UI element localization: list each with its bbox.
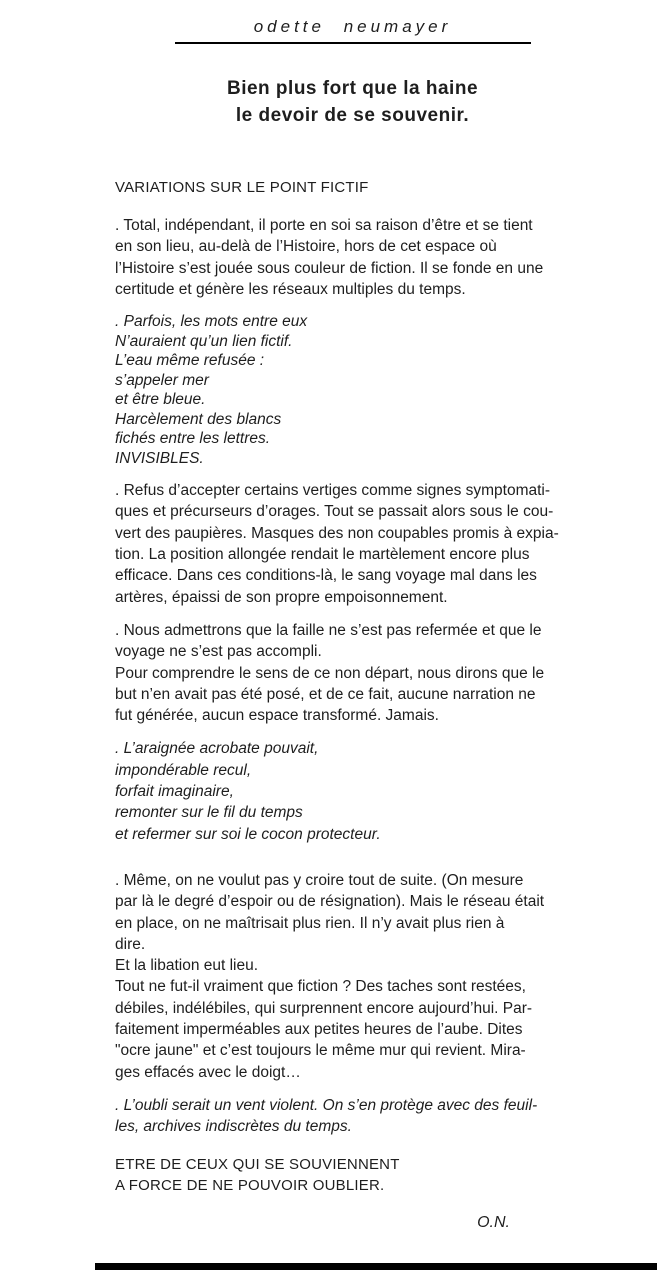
text-line: forfait imaginaire, bbox=[115, 783, 234, 801]
verse-block bbox=[115, 1095, 590, 1138]
text-line: faitement imperméables aux petites heures de l’aube. Dites bbox=[115, 1021, 523, 1039]
text-line: . Refus d’accepter certains vertiges comme signes symptomati- bbox=[115, 482, 551, 500]
text-line: . Nous admettrons que la faille ne s’est pas refermée et que le bbox=[115, 621, 542, 639]
paragraph-block bbox=[115, 620, 590, 726]
paragraph-block bbox=[115, 215, 590, 300]
text-line: Et la libation eut lieu. bbox=[115, 957, 259, 975]
paragraph-block bbox=[115, 870, 590, 1083]
text-line: "ocre jaune" et c’est toujours le même mur qui revient. Mira- bbox=[115, 1042, 526, 1060]
text-line: L’eau même refusée : bbox=[115, 352, 265, 370]
text-line: ETRE DE CEUX QUI SE SOUVIENNENT bbox=[115, 1155, 400, 1173]
section-heading: VARIATIONS SUR LE POINT FICTIF bbox=[115, 179, 369, 196]
text-line: ques et précurseurs d’orages. Tout se passait alors sous le cou- bbox=[115, 503, 554, 521]
body-text bbox=[115, 215, 590, 1138]
text-line: . Même, on ne voulut pas y croire tout de suite. (On mesure bbox=[115, 871, 524, 889]
paragraph-block bbox=[115, 480, 590, 608]
title-line-2: le devoir de se souvenir. bbox=[235, 105, 470, 126]
text-line: tion. La position allongée rendait le martèlement encore plus bbox=[115, 546, 530, 564]
text-line: . Total, indépendant, il porte en soi sa raison d’être et se tient bbox=[115, 217, 533, 234]
scan-edge-artifact bbox=[95, 1263, 657, 1270]
text-line: débiles, indélébiles, qui surprennent encore aujourd’hui. Par- bbox=[115, 999, 533, 1017]
text-line: l’Histoire s’est jouée sous couleur de fiction. Il se fonde en une bbox=[115, 259, 544, 277]
text-line: certitude et génère les réseaux multiples du temps. bbox=[115, 280, 466, 298]
text-line: s’appeler mer bbox=[115, 371, 209, 389]
text-line: fichés entre les lettres. bbox=[115, 430, 271, 448]
text-line: en son lieu, au-delà de l’Histoire, hors de cet espace où bbox=[115, 238, 497, 256]
text-line: A FORCE DE NE POUVOIR OUBLIER. bbox=[115, 1177, 385, 1194]
text-line: en place, on ne maîtrisait plus rien. Il n’y avait plus rien à bbox=[115, 914, 505, 932]
text-line: . Parfois, les mots entre eux bbox=[115, 313, 308, 331]
text-line: et être bleue. bbox=[115, 391, 206, 409]
text-line: efficace. Dans ces conditions-là, le sang voyage mal dans les bbox=[115, 567, 537, 585]
text-line: N’auraient qu’un lien fictif. bbox=[115, 332, 293, 350]
closing-lines bbox=[115, 1154, 590, 1197]
text-line: impondérable recul, bbox=[115, 761, 252, 779]
signature-initials: O.N. bbox=[477, 1213, 510, 1231]
text-line: les, archives indiscrètes du temps. bbox=[115, 1118, 352, 1136]
text-column bbox=[115, 0, 590, 1234]
text-line: INVISIBLES. bbox=[115, 449, 204, 467]
text-line: . L’oubli serait un vent violent. On s’en protège avec des feuil- bbox=[115, 1096, 538, 1114]
text-line: but n’en avait pas été posé, et de ce fait, aucune narration ne bbox=[115, 685, 536, 703]
author-name: odette neumayer bbox=[253, 17, 452, 36]
text-line: ges effacés avec le doigt… bbox=[115, 1063, 301, 1081]
text-line: et refermer sur soi le cocon protecteur. bbox=[115, 825, 381, 843]
page-title bbox=[115, 75, 590, 129]
text-line: . L’araignée acrobate pouvait, bbox=[115, 740, 319, 758]
verse-block bbox=[115, 738, 590, 844]
text-line: artères, épaissi de son propre empoisonnement. bbox=[115, 588, 448, 606]
text-line: Tout ne fut-il vraiment que fiction ? Des taches sont restées, bbox=[115, 978, 526, 996]
text-line: vert des paupières. Masques des non coupables promis à expia- bbox=[115, 524, 559, 542]
title-line-1: Bien plus fort que la haine bbox=[226, 78, 479, 99]
text-line: Harcèlement des blancs bbox=[115, 410, 282, 428]
verse-block bbox=[115, 312, 590, 468]
text-line: fut générée, aucun espace transformé. Jamais. bbox=[115, 707, 439, 725]
text-line: Pour comprendre le sens de ce non départ, nous dirons que le bbox=[115, 664, 545, 682]
text-line: voyage ne s’est pas accompli. bbox=[115, 643, 322, 661]
text-line: dire. bbox=[115, 935, 146, 953]
header-rule bbox=[175, 42, 531, 44]
text-line: par là le degré d’espoir ou de résignation). Mais le réseau était bbox=[115, 893, 545, 911]
text-line: remonter sur le fil du temps bbox=[115, 804, 303, 822]
